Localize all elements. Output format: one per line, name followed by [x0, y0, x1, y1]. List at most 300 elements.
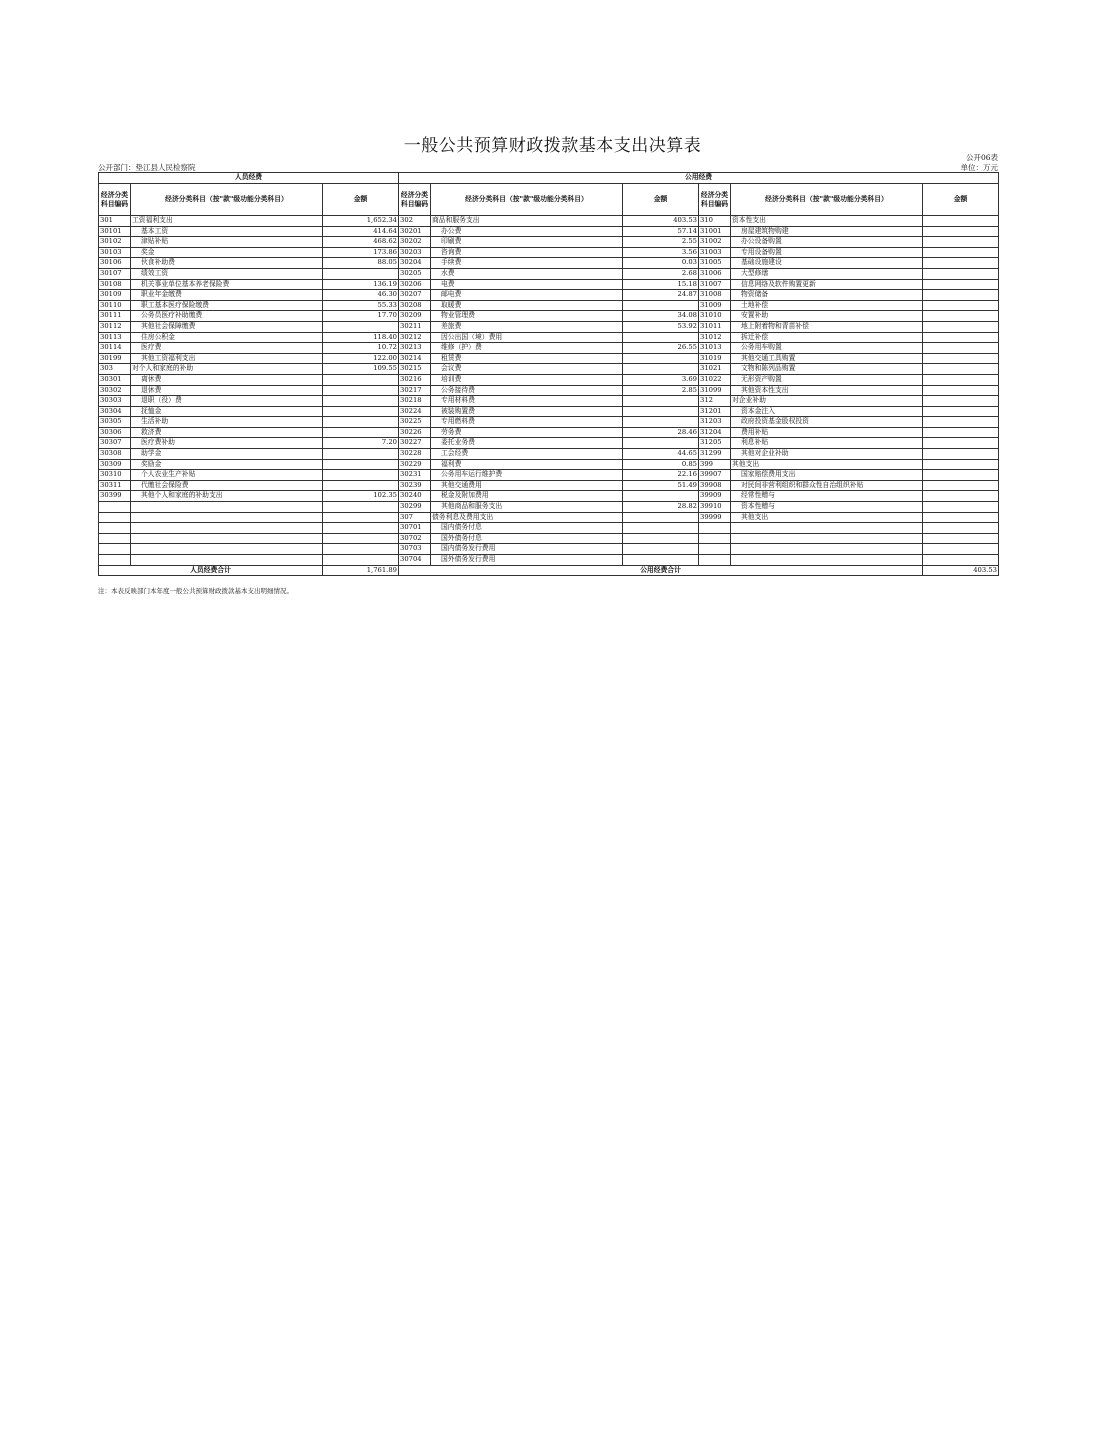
item-name-cell: 其他社会保障缴费	[131, 321, 323, 332]
item-name-cell: 国外债务付息	[431, 533, 623, 544]
amount-cell: 468.62	[323, 237, 399, 248]
item-name-cell: 资本金注入	[731, 406, 923, 417]
code-cell	[99, 502, 131, 513]
item-name-cell: 无形资产购置	[731, 374, 923, 385]
table-row	[99, 290, 999, 301]
code-cell: 30308	[99, 449, 131, 460]
amount-cell: 17.70	[323, 311, 399, 322]
item-name-cell: 政府投资基金股权投资	[731, 417, 923, 428]
item-name-cell: 对民间非营利组织和群众性自治组织补贴	[731, 480, 923, 491]
amount-cell	[623, 353, 699, 364]
item-name-cell: 物资储备	[731, 290, 923, 301]
item-name-cell: 救济费	[131, 427, 323, 438]
code-cell	[99, 544, 131, 555]
code-cell: 30112	[99, 321, 131, 332]
code-cell: 31011	[699, 321, 731, 332]
amount-cell: 28.46	[623, 427, 699, 438]
table-row	[99, 216, 999, 227]
item-name-cell: 经常性赠与	[731, 491, 923, 502]
personnel-total-label: 人员经费合计	[99, 565, 323, 576]
table-row	[99, 374, 999, 385]
amount-cell: 88.05	[323, 258, 399, 269]
table-row	[99, 512, 999, 523]
header-code: 经济分类科目编码	[99, 184, 131, 216]
item-name-cell: 基本工资	[131, 226, 323, 237]
table-row	[99, 321, 999, 332]
table-row	[99, 523, 999, 534]
code-cell: 31201	[699, 406, 731, 417]
code-cell: 30202	[399, 237, 431, 248]
amount-cell	[923, 268, 999, 279]
item-name-cell: 专用设备购置	[731, 247, 923, 258]
item-name-cell: 专用燃料费	[431, 417, 623, 428]
code-cell: 30206	[399, 279, 431, 290]
table-row	[99, 491, 999, 502]
item-name-cell: 会议费	[431, 364, 623, 375]
table-row	[99, 268, 999, 279]
code-cell: 30110	[99, 300, 131, 311]
amount-cell	[323, 417, 399, 428]
item-name-cell: 咨询费	[431, 247, 623, 258]
item-name-cell: 其他交通费用	[431, 480, 623, 491]
amount-cell	[623, 438, 699, 449]
item-name-cell: 维修（护）费	[431, 343, 623, 354]
amount-cell: 57.14	[623, 226, 699, 237]
code-cell: 31299	[699, 449, 731, 460]
department-label: 公开部门：垫江县人民检察院	[98, 163, 196, 172]
item-name-cell	[731, 544, 923, 555]
code-cell: 30214	[399, 353, 431, 364]
item-name-cell: 资本性赠与	[731, 502, 923, 513]
table-row	[99, 417, 999, 428]
item-name-cell: 医疗费	[131, 343, 323, 354]
code-cell: 31022	[699, 374, 731, 385]
amount-cell: 51.49	[623, 480, 699, 491]
totals-row	[99, 565, 999, 576]
item-name-cell: 拆迁补偿	[731, 332, 923, 343]
personnel-total-amount: 1,761.89	[323, 565, 399, 576]
table-row	[99, 332, 999, 343]
item-name-cell: 公务用车运行维护费	[431, 470, 623, 481]
item-name-cell: 资本性支出	[731, 216, 923, 227]
amount-cell	[323, 533, 399, 544]
item-name-cell	[731, 555, 923, 566]
item-name-cell: 租赁费	[431, 353, 623, 364]
code-cell: 30199	[99, 353, 131, 364]
code-cell: 39907	[699, 470, 731, 481]
code-cell: 301	[99, 216, 131, 227]
code-cell	[699, 533, 731, 544]
item-name-cell: 机关事业单位基本养老保险费	[131, 279, 323, 290]
code-cell	[699, 544, 731, 555]
code-cell: 30303	[99, 396, 131, 407]
amount-cell	[923, 438, 999, 449]
code-cell: 30111	[99, 311, 131, 322]
amount-cell: 0.03	[623, 258, 699, 269]
code-cell: 31003	[699, 247, 731, 258]
code-cell: 30310	[99, 470, 131, 481]
code-cell: 31007	[699, 279, 731, 290]
item-name-cell: 委托业务费	[431, 438, 623, 449]
item-name-cell: 职工基本医疗保险缴费	[131, 300, 323, 311]
code-cell: 30101	[99, 226, 131, 237]
code-cell: 30304	[99, 406, 131, 417]
code-cell: 30107	[99, 268, 131, 279]
item-name-cell: 因公出国（境）费用	[431, 332, 623, 343]
amount-cell	[323, 268, 399, 279]
code-cell: 31010	[699, 311, 731, 322]
item-name-cell: 其他支出	[731, 459, 923, 470]
item-name-cell: 绩效工资	[131, 268, 323, 279]
amount-cell	[923, 533, 999, 544]
header-code: 经济分类科目编码	[399, 184, 431, 216]
code-cell: 31009	[699, 300, 731, 311]
expenditure-table	[98, 172, 999, 576]
item-name-cell: 大型修缮	[731, 268, 923, 279]
amount-cell	[623, 406, 699, 417]
item-name-cell: 债务利息及费用支出	[431, 512, 623, 523]
amount-cell: 26.55	[623, 343, 699, 354]
table-row	[99, 470, 999, 481]
amount-cell	[323, 502, 399, 513]
code-cell: 30305	[99, 417, 131, 428]
amount-cell	[923, 364, 999, 375]
item-name-cell: 土地补偿	[731, 300, 923, 311]
item-name-cell: 信息网络及软件购置更新	[731, 279, 923, 290]
header-amount: 金额	[623, 184, 699, 216]
header-amount: 金额	[923, 184, 999, 216]
code-cell: 30211	[399, 321, 431, 332]
item-name-cell: 差旅费	[431, 321, 623, 332]
amount-cell	[923, 311, 999, 322]
table-row	[99, 385, 999, 396]
amount-cell	[323, 544, 399, 555]
item-name-cell: 生活补助	[131, 417, 323, 428]
item-name-cell: 劳务费	[431, 427, 623, 438]
code-cell: 30205	[399, 268, 431, 279]
amount-cell	[323, 321, 399, 332]
item-name-cell: 其他对企业补助	[731, 449, 923, 460]
code-cell: 30106	[99, 258, 131, 269]
item-name-cell: 公务员医疗补助缴费	[131, 311, 323, 322]
code-cell: 31002	[699, 237, 731, 248]
item-name-cell: 住房公积金	[131, 332, 323, 343]
amount-cell	[323, 406, 399, 417]
table-row	[99, 427, 999, 438]
amount-cell	[923, 396, 999, 407]
amount-cell	[323, 480, 399, 491]
public-total-amount: 403.53	[923, 565, 999, 576]
amount-cell	[923, 555, 999, 566]
header-name: 经济分类科目（按"款"级功能分类科目）	[731, 184, 923, 216]
table-row	[99, 449, 999, 460]
code-cell: 30217	[399, 385, 431, 396]
amount-cell: 53.92	[623, 321, 699, 332]
code-cell: 39908	[699, 480, 731, 491]
item-name-cell	[131, 544, 323, 555]
amount-cell: 2.68	[623, 268, 699, 279]
item-name-cell	[131, 533, 323, 544]
amount-cell	[923, 321, 999, 332]
code-cell: 30704	[399, 555, 431, 566]
footnote: 注：本表反映部门本年度一般公共预算财政拨款基本支出明细情况。	[98, 587, 293, 595]
item-name-cell: 对企业补助	[731, 396, 923, 407]
table-row	[99, 343, 999, 354]
code-cell: 399	[699, 459, 731, 470]
amount-cell	[623, 523, 699, 534]
item-name-cell: 伙食补助费	[131, 258, 323, 269]
amount-cell	[323, 555, 399, 566]
code-cell: 31205	[699, 438, 731, 449]
item-name-cell	[131, 523, 323, 534]
amount-cell	[623, 555, 699, 566]
amount-cell: 28.82	[623, 502, 699, 513]
item-name-cell: 印刷费	[431, 237, 623, 248]
table-row	[99, 311, 999, 322]
amount-cell: 173.86	[323, 247, 399, 258]
code-cell: 30215	[399, 364, 431, 375]
table-row	[99, 544, 999, 555]
item-name-cell: 国内债务付息	[431, 523, 623, 534]
amount-cell: 3.69	[623, 374, 699, 385]
item-name-cell: 抚恤金	[131, 406, 323, 417]
item-name-cell: 专用材料费	[431, 396, 623, 407]
item-name-cell	[731, 533, 923, 544]
code-cell: 30229	[399, 459, 431, 470]
item-name-cell: 电费	[431, 279, 623, 290]
code-cell	[99, 555, 131, 566]
amount-cell: 414.64	[323, 226, 399, 237]
table-row	[99, 555, 999, 566]
amount-cell	[323, 385, 399, 396]
code-cell: 30225	[399, 417, 431, 428]
table-row	[99, 396, 999, 407]
item-name-cell: 商品和服务支出	[431, 216, 623, 227]
code-cell: 31099	[699, 385, 731, 396]
amount-cell	[923, 459, 999, 470]
code-cell: 39910	[699, 502, 731, 513]
item-name-cell: 国家赔偿费用支出	[731, 470, 923, 481]
amount-cell	[923, 300, 999, 311]
public-total-label: 公用经费合计	[399, 565, 923, 576]
amount-cell: 102.35	[323, 491, 399, 502]
item-name-cell: 其他个人和家庭的补助支出	[131, 491, 323, 502]
amount-cell	[323, 523, 399, 534]
amount-cell: 24.87	[623, 290, 699, 301]
item-name-cell: 其他交通工具购置	[731, 353, 923, 364]
item-name-cell: 物业管理费	[431, 311, 623, 322]
header-amount: 金额	[323, 184, 399, 216]
amount-cell	[323, 427, 399, 438]
code-cell: 30239	[399, 480, 431, 491]
code-cell: 30224	[399, 406, 431, 417]
code-cell: 31012	[699, 332, 731, 343]
amount-cell: 10.72	[323, 343, 399, 354]
amount-cell	[323, 512, 399, 523]
amount-cell	[623, 533, 699, 544]
amount-cell: 2.55	[623, 237, 699, 248]
code-cell: 30701	[399, 523, 431, 534]
item-name-cell: 水费	[431, 268, 623, 279]
code-cell: 30227	[399, 438, 431, 449]
code-cell: 31203	[699, 417, 731, 428]
code-cell: 30108	[99, 279, 131, 290]
code-cell	[99, 523, 131, 534]
amount-cell: 7.20	[323, 438, 399, 449]
item-name-cell: 国内债务发行费用	[431, 544, 623, 555]
item-name-cell: 其他商品和服务支出	[431, 502, 623, 513]
header-name: 经济分类科目（按"款"级功能分类科目）	[431, 184, 623, 216]
amount-cell	[923, 258, 999, 269]
code-cell: 30309	[99, 459, 131, 470]
table-row	[99, 353, 999, 364]
item-name-cell	[131, 555, 323, 566]
code-cell: 30207	[399, 290, 431, 301]
item-name-cell: 离休费	[131, 374, 323, 385]
code-cell: 31019	[699, 353, 731, 364]
table-row	[99, 226, 999, 237]
amount-cell	[923, 502, 999, 513]
table-row	[99, 364, 999, 375]
item-name-cell: 津贴补贴	[131, 237, 323, 248]
code-cell: 31204	[699, 427, 731, 438]
code-cell: 30209	[399, 311, 431, 322]
amount-cell	[623, 364, 699, 375]
item-name-cell: 利息补贴	[731, 438, 923, 449]
amount-cell	[923, 385, 999, 396]
item-name-cell: 工资福利支出	[131, 216, 323, 227]
code-cell: 30216	[399, 374, 431, 385]
amount-cell	[623, 491, 699, 502]
amount-cell: 403.53	[623, 216, 699, 227]
item-name-cell: 地上附着物和青苗补偿	[731, 321, 923, 332]
code-cell: 31005	[699, 258, 731, 269]
amount-cell: 136.19	[323, 279, 399, 290]
unit-label: 单位：万元	[960, 163, 998, 172]
item-name-cell: 奖励金	[131, 459, 323, 470]
code-cell: 310	[699, 216, 731, 227]
item-name-cell: 个人农业生产补贴	[131, 470, 323, 481]
amount-cell: 22.16	[623, 470, 699, 481]
amount-cell: 122.00	[323, 353, 399, 364]
table-row	[99, 406, 999, 417]
code-cell: 30226	[399, 427, 431, 438]
item-name-cell: 办公费	[431, 226, 623, 237]
amount-cell	[923, 470, 999, 481]
header-name: 经济分类科目（按"款"级功能分类科目）	[131, 184, 323, 216]
amount-cell	[923, 247, 999, 258]
code-cell: 30231	[399, 470, 431, 481]
amount-cell: 2.85	[623, 385, 699, 396]
code-cell: 39999	[699, 512, 731, 523]
item-name-cell: 其他资本性支出	[731, 385, 923, 396]
code-cell: 30399	[99, 491, 131, 502]
item-name-cell: 奖金	[131, 247, 323, 258]
code-cell: 30702	[399, 533, 431, 544]
code-cell: 30109	[99, 290, 131, 301]
item-name-cell: 助学金	[131, 449, 323, 460]
table-row	[99, 459, 999, 470]
item-name-cell: 被装购置费	[431, 406, 623, 417]
item-name-cell: 其他工资福利支出	[131, 353, 323, 364]
item-name-cell: 其他支出	[731, 512, 923, 523]
amount-cell: 0.85	[623, 459, 699, 470]
item-name-cell: 税金及附加费用	[431, 491, 623, 502]
code-cell: 30302	[99, 385, 131, 396]
amount-cell	[923, 417, 999, 428]
code-cell	[699, 555, 731, 566]
code-cell	[99, 512, 131, 523]
amount-cell: 15.18	[623, 279, 699, 290]
code-cell: 30301	[99, 374, 131, 385]
code-cell: 30208	[399, 300, 431, 311]
item-name-cell: 退休费	[131, 385, 323, 396]
item-name-cell: 职业年金缴费	[131, 290, 323, 301]
amount-cell	[323, 470, 399, 481]
item-name-cell: 医疗费补助	[131, 438, 323, 449]
item-name-cell: 办公设备购置	[731, 237, 923, 248]
item-name-cell	[131, 502, 323, 513]
amount-cell	[323, 459, 399, 470]
code-cell: 30213	[399, 343, 431, 354]
amount-cell: 44.65	[623, 449, 699, 460]
table-row	[99, 237, 999, 248]
code-cell: 31008	[699, 290, 731, 301]
amount-cell	[923, 544, 999, 555]
table-row	[99, 438, 999, 449]
item-name-cell: 公务接待费	[431, 385, 623, 396]
code-cell: 30240	[399, 491, 431, 502]
item-name-cell: 文物和陈列品购置	[731, 364, 923, 375]
page-title: 一般公共预算财政拨款基本支出决算表	[403, 136, 702, 156]
amount-cell	[623, 332, 699, 343]
amount-cell: 55.33	[323, 300, 399, 311]
amount-cell	[923, 343, 999, 354]
code-cell: 30703	[399, 544, 431, 555]
item-name-cell: 基础设施建设	[731, 258, 923, 269]
amount-cell	[623, 417, 699, 428]
amount-cell	[923, 427, 999, 438]
code-cell: 302	[399, 216, 431, 227]
code-cell: 31001	[699, 226, 731, 237]
section-public: 公用经费	[399, 173, 999, 184]
amount-cell	[323, 374, 399, 385]
amount-cell	[923, 491, 999, 502]
item-name-cell: 取暖费	[431, 300, 623, 311]
amount-cell: 1,652.34	[323, 216, 399, 227]
amount-cell	[923, 449, 999, 460]
table-row	[99, 279, 999, 290]
item-name-cell: 工会经费	[431, 449, 623, 460]
amount-cell	[923, 406, 999, 417]
section-personnel: 人员经费	[99, 173, 399, 184]
code-cell: 303	[99, 364, 131, 375]
code-cell: 30203	[399, 247, 431, 258]
amount-cell: 109.55	[323, 364, 399, 375]
code-cell: 307	[399, 512, 431, 523]
item-name-cell: 安置补助	[731, 311, 923, 322]
code-cell: 30212	[399, 332, 431, 343]
amount-cell	[923, 512, 999, 523]
item-name-cell: 福利费	[431, 459, 623, 470]
code-cell: 30307	[99, 438, 131, 449]
table-row	[99, 300, 999, 311]
item-name-cell: 房屋建筑物购建	[731, 226, 923, 237]
item-name-cell: 培训费	[431, 374, 623, 385]
amount-cell	[323, 396, 399, 407]
item-name-cell	[731, 523, 923, 534]
item-name-cell: 邮电费	[431, 290, 623, 301]
